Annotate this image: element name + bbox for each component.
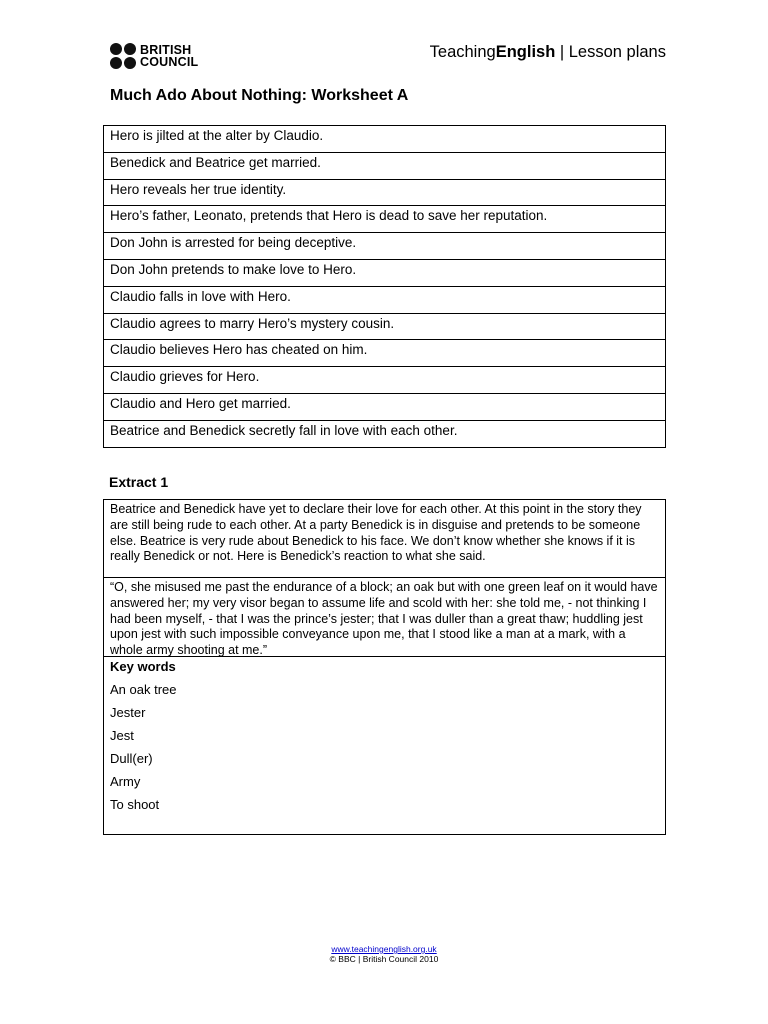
logo-text [140, 44, 198, 68]
events-table [103, 125, 666, 448]
table-row [104, 420, 666, 447]
event-cell: Don John pretends to make love to Hero. [104, 259, 666, 286]
table-row [104, 152, 666, 179]
key-word: Jest [110, 727, 134, 743]
table-row [104, 340, 666, 367]
page-title: Much Ado About Nothing: Worksheet A [110, 87, 409, 104]
event-cell: Claudio falls in love with Hero. [104, 286, 666, 313]
event-cell: Claudio believes Hero has cheated on him. [104, 340, 666, 367]
event-cell: Hero’s father, Leonato, pretends that Hero is dead to save her reputation. [104, 206, 666, 233]
event-cell: Claudio agrees to marry Hero’s mystery cousin. [104, 313, 666, 340]
footer [0, 944, 768, 964]
key-word: Jester [110, 704, 146, 720]
event-cell: Claudio and Hero get married. [104, 393, 666, 420]
logo-line-2: COUNCIL [140, 55, 199, 69]
table-row [104, 367, 666, 394]
event-cell: Hero reveals her true identity. [104, 179, 666, 206]
table-row [104, 206, 666, 233]
logo-line-1: BRITISH [140, 43, 192, 57]
table-row [104, 286, 666, 313]
event-cell: Benedick and Beatrice get married. [104, 152, 666, 179]
event-cell: Don John is arrested for being deceptive. [104, 233, 666, 260]
key-words-title: Key words [110, 659, 176, 674]
table-row [104, 313, 666, 340]
brand-english: English [495, 43, 556, 61]
event-cell: Hero is jilted at the alter by Claudio. [104, 126, 666, 153]
table-row [104, 393, 666, 420]
brand-lesson-plans: | Lesson plans [555, 43, 666, 61]
key-word: Army [110, 773, 141, 789]
footer-url-link[interactable]: www.teachingenglish.org.uk [331, 944, 437, 954]
table-row [104, 233, 666, 260]
logo-dots-icon [110, 43, 136, 69]
extract-title: Extract 1 [109, 474, 169, 490]
event-cell: Claudio grieves for Hero. [104, 367, 666, 394]
extract-quote: “O, she misused me past the endurance of a block; an oak but with one green leaf on it would have answered her; my very visor began to assume life and scold with her: she told me, - not thinking I had been myself, - that I was the prince’s jester; that I was duller than a great thaw; huddling jest upon jest with such impossible conveyance upon me, that I stood like a man at a mark, with a whole army shooting at me.” [104, 578, 665, 657]
table-row [104, 259, 666, 286]
table-row [104, 126, 666, 153]
key-word: Dull(er) [110, 750, 153, 766]
footer-copyright: © BBC | British Council 2010 [329, 954, 439, 964]
teaching-english-brand [430, 43, 666, 62]
key-word: An oak tree [110, 681, 177, 697]
british-council-logo [110, 42, 198, 70]
event-cell: Beatrice and Benedick secretly fall in love with each other. [104, 420, 666, 447]
table-row [104, 179, 666, 206]
extract-box [103, 499, 666, 835]
key-word: To shoot [110, 796, 160, 812]
brand-teaching: Teaching [429, 43, 496, 61]
extract-intro: Beatrice and Benedick have yet to declare their love for each other. At this point in the story they are still being rude to each other. At a party Benedick is in disguise and pretends to be someone else. Beatrice is very rude about Benedick to his face. We don’t know whether she knows if it is really Benedick or not. Here is Benedick’s reaction to what she said. [104, 500, 665, 578]
key-words-section [104, 657, 665, 834]
